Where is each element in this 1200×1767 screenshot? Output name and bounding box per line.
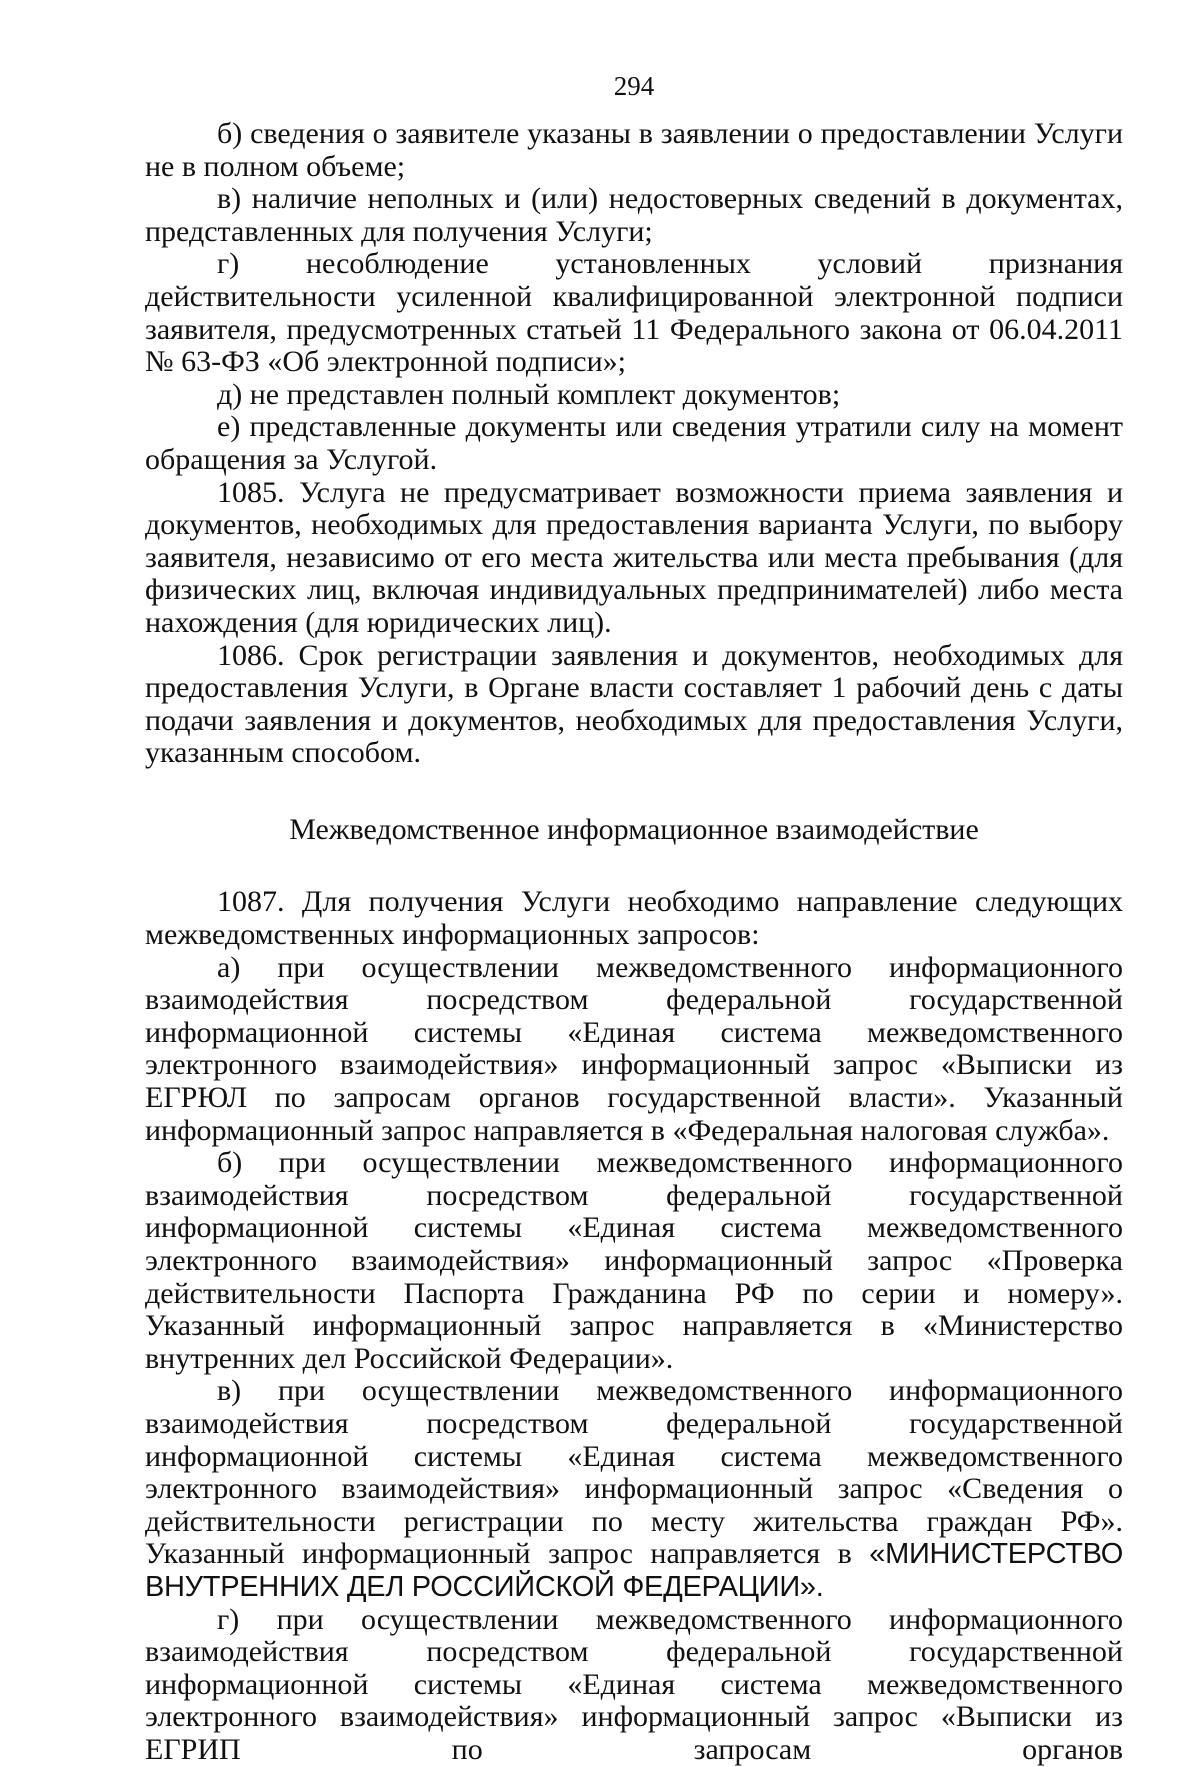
paragraph-1087-v xyxy=(145,1375,1123,1603)
paragraph-1087-v-agency: «МИНИСТЕРСТВО ВНУТРЕННИХ ДЕЛ РОССИЙСКОЙ ФЕДЕРАЦИИ». xyxy=(145,1538,1123,1603)
paragraph-g-signature: г) несоблюдение установленных условий признания действительности усиленной квалифицированной электронной подписи заявителя, предусмотренных статьей 11 Федерального закона от 06.04.2011 № 63-ФЗ «Об электронной подписи»; xyxy=(145,247,1123,379)
section-heading: Межведомственное информационное взаимодействие xyxy=(289,812,979,846)
paragraph-1085: 1085. Услуга не предусматривает возможности приема заявления и документов, необходимых для предоставления варианта Услуги, по выбору заявителя, независимо от его места жительства или места пребывания (для физических лиц, включая индивидуальных предпринимателей) либо места нахождения (для юридических лиц). xyxy=(145,475,1123,639)
paragraph-1087-a: а) при осуществлении межведомственного информационного взаимодействия посредством федеральной государственной информационной системы «Единая система межведомственного электронного взаимодействия» информационный запрос «Выписки из ЕГРЮЛ по запросам органов государственной власти». Указанный информационный запрос направляется в «Федеральная налоговая служба». xyxy=(145,950,1123,1147)
paragraph-1087-b: б) при осуществлении межведомственного информационного взаимодействия посредством федеральной государственной информационной системы «Единая система межведомственного электронного взаимодействия» информационный запрос «Проверка действительности Паспорта Гражданина РФ по серии и номеру». Указанный информационный запрос направляется в «Министерство внутренних дел Российской Федерации». xyxy=(145,1146,1123,1375)
paragraph-1087: 1087. Для получения Услуги необходимо направление следующих межведомственных информационных запросов: xyxy=(145,885,1123,952)
document-body xyxy=(145,118,1123,1767)
paragraph-1087-v-text: в) при осуществлении межведомственного информационного взаимодействия посредством федеральной государственной информационной системы «Единая система межведомственного электронного взаимодействия» информационный запрос «Сведения о действительности регистрации по месту жительства граждан РФ». Указанный информационный запрос направляется в xyxy=(145,1374,1123,1571)
paragraph-b-applicant-info: б) сведения о заявителе указаны в заявлении о предоставлении Услуги не в полном объеме; xyxy=(145,117,1123,183)
paragraph-e-expired: е) представленные документы или сведения утратили силу на момент обращения за Услугой. xyxy=(145,410,1123,476)
page-number: 294 xyxy=(613,71,655,101)
paragraph-v-incomplete-info: в) наличие неполных и (или) недостоверных сведений в документах, представленных для получения Услуги; xyxy=(145,182,1123,248)
paragraph-1087-g: г) при осуществлении межведомственного информационного взаимодействия посредством федеральной государственной информационной системы «Единая система межведомственного электронного взаимодействия» информационный запрос «Выписки из ЕГРИП по запросам органов xyxy=(145,1602,1123,1766)
paragraph-1086: 1086. Срок регистрации заявления и документов, необходимых для предоставления Услуги, в Органе власти составляет 1 рабочий день с даты подачи заявления и документов, необходимых для предоставления Услуги, указанным способом. xyxy=(145,638,1123,770)
paragraph-d-documents: д) не представлен полный комплект документов; xyxy=(217,377,841,411)
